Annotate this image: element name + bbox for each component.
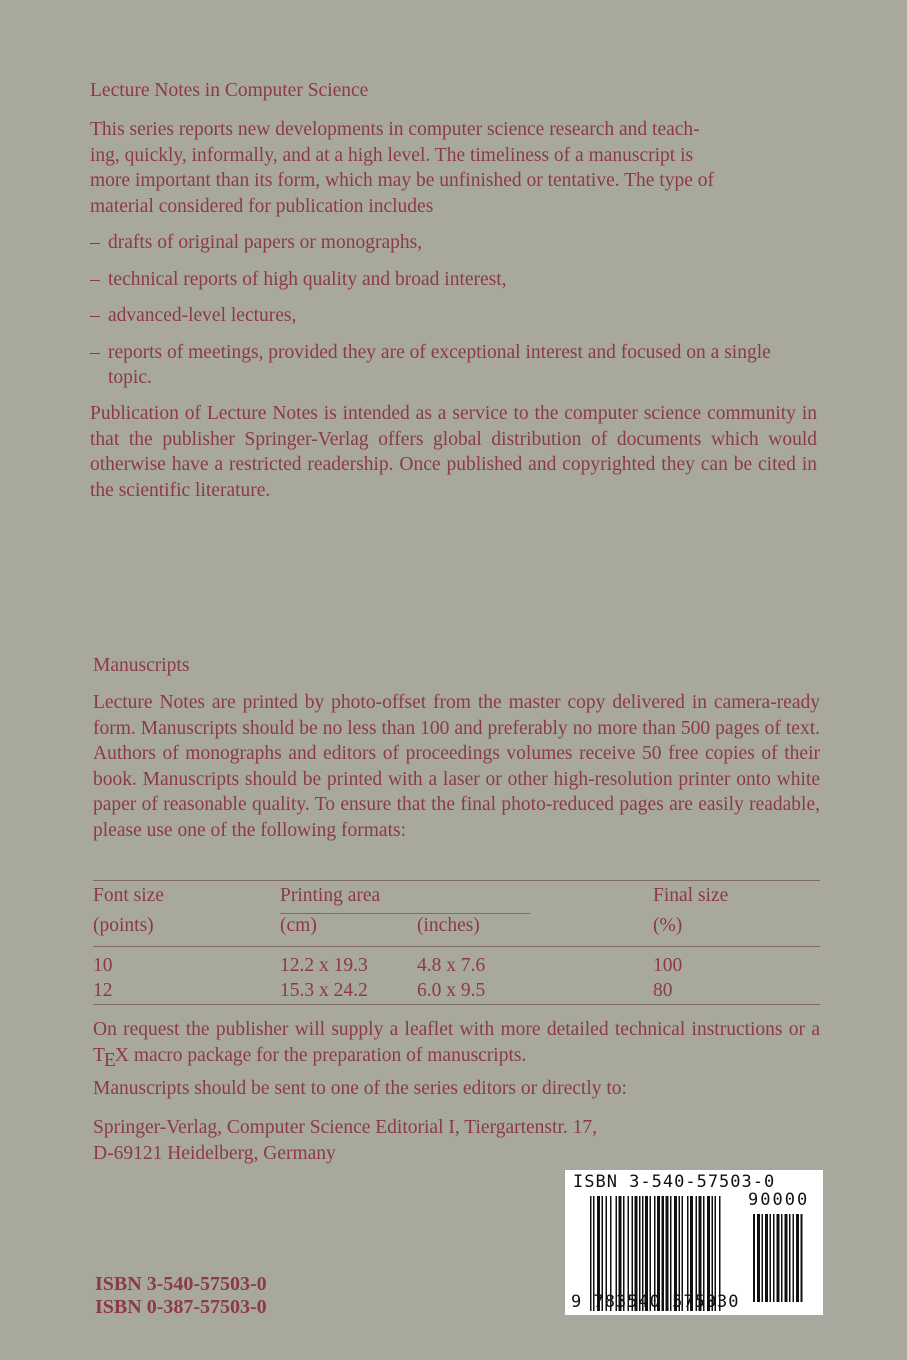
dash-bullet: – xyxy=(90,341,100,363)
header-printing-area: Printing area xyxy=(280,885,381,906)
isbn-2: ISBN 0-387-57503-0 xyxy=(95,1296,267,1318)
request-text-after: macro package for the preparation of manuscripts. xyxy=(128,1044,527,1066)
publication-paragraph: Publication of Lecture Notes is intended as a service to the computer science community in that the publisher Springer-Verlag offers global distribution of documents which would otherwise have a restricted readership. Once published and copyrighted they can be cited in the scientific literature. xyxy=(90,403,817,501)
barcode-ean-text: 9 783540 575030 xyxy=(571,1292,740,1312)
barcode-addon-number: 90000 xyxy=(748,1190,810,1210)
tex-logo xyxy=(93,1044,129,1071)
barcode-bar xyxy=(753,1214,755,1302)
header-cm: (cm) xyxy=(280,915,317,936)
list-item-text: advanced-level lectures, xyxy=(108,305,297,326)
barcode-bar xyxy=(789,1214,791,1302)
list-item xyxy=(90,340,820,391)
isbn-barcode xyxy=(565,1170,823,1315)
manuscripts-paragraph: Lecture Notes are printed by photo-offset from the master copy delivered in camera-ready form. Manuscripts should be no less than 100 and preferably no more than 500 pages of text. Authors of monographs and editors of proceedings volumes receive 50 free copies of their book. Manuscripts should be printed with a laser or other high-resolution printer onto white paper of reasonable quality. To ensure that the final photo-reduced pages are easily readable, please use one of the following formats: xyxy=(93,692,820,841)
header-empty xyxy=(417,881,653,911)
dash-bullet: – xyxy=(90,232,100,253)
cell-cm: 12.2 x 19.3 xyxy=(280,955,368,976)
dash-bullet: – xyxy=(90,305,100,326)
barcode-bar xyxy=(770,1214,772,1302)
isbn-1: ISBN 3-540-57503-0 xyxy=(95,1273,267,1295)
cell-cm: 15.3 x 24.2 xyxy=(280,979,368,1001)
tex-logo-x: X xyxy=(114,1044,129,1066)
cell-final-size: 100 xyxy=(653,955,683,976)
barcode-bar xyxy=(765,1214,768,1302)
intro-line: more important than its form, which may be unfinished or tentative. The type of xyxy=(90,170,715,191)
address-line-2: D-69121 Heidelberg, Germany xyxy=(93,1142,336,1164)
barcode-bar xyxy=(773,1214,775,1302)
table-rule-bottom xyxy=(93,1004,820,1005)
list-item-text: drafts of original papers or monographs, xyxy=(108,232,423,253)
manuscripts-heading: Manuscripts xyxy=(93,655,190,676)
list-item xyxy=(90,303,820,329)
intro-line: material considered for publication includes xyxy=(90,195,434,217)
intro-line: This series reports new developments in computer science research and teach- xyxy=(90,119,700,140)
cell-inches: 4.8 x 7.6 xyxy=(417,955,486,976)
formats-table xyxy=(93,881,820,1004)
header-percent: (%) xyxy=(653,915,683,936)
publisher-address xyxy=(93,1115,597,1166)
request-paragraph xyxy=(93,1017,820,1071)
list-item xyxy=(90,230,820,256)
address-line-1: Springer-Verlag, Computer Science Editorial I, Tiergartenstr. 17, xyxy=(93,1117,597,1138)
tex-logo-e: E xyxy=(103,1049,116,1071)
barcode-isbn-text: ISBN 3-540-57503-0 xyxy=(573,1172,776,1192)
table-row xyxy=(93,977,820,1004)
table-header-row xyxy=(93,881,820,911)
barcode-bar xyxy=(762,1214,764,1302)
cell-font-size: 12 xyxy=(93,979,113,1001)
cell-inches: 6.0 x 9.5 xyxy=(417,979,486,1001)
table-subheader-row xyxy=(93,911,820,941)
barcode-bar xyxy=(793,1214,795,1302)
table-row xyxy=(93,941,820,977)
series-title: Lecture Notes in Computer Science xyxy=(90,80,369,101)
send-to-text: Manuscripts should be sent to one of the series editors or directly to: xyxy=(93,1078,627,1099)
cell-font-size: 10 xyxy=(93,955,113,976)
dash-bullet: – xyxy=(90,268,100,290)
list-item xyxy=(90,267,820,293)
header-inches: (inches) xyxy=(417,915,480,936)
barcode-bar xyxy=(757,1214,760,1302)
barcode-bar xyxy=(796,1214,799,1302)
publication-types-list xyxy=(90,230,820,402)
barcode-addon-bars xyxy=(753,1214,818,1302)
request-text-before: On request the publisher will supply a leaflet with more detailed technical instructions or a xyxy=(93,1019,820,1040)
intro-paragraph xyxy=(90,117,817,219)
header-final-size: Final size xyxy=(653,885,729,906)
barcode-bar xyxy=(781,1214,783,1302)
isbn-list xyxy=(95,1273,267,1319)
intro-line: ing, quickly, informally, and at a high level. The timeliness of a manuscript is xyxy=(90,144,694,166)
barcode-bar xyxy=(777,1214,780,1302)
list-item-text: reports of meetings, provided they are of exceptional interest and focused on a single topic. xyxy=(108,341,771,388)
barcode-bar xyxy=(801,1214,803,1302)
cell-final-size: 80 xyxy=(653,979,673,1001)
header-font-size: Font size xyxy=(93,885,164,906)
list-item-text: technical reports of high quality and broad interest, xyxy=(108,268,507,290)
tex-logo-t: T xyxy=(93,1044,105,1066)
header-points: (points) xyxy=(93,915,154,936)
barcode-bar xyxy=(785,1214,788,1302)
